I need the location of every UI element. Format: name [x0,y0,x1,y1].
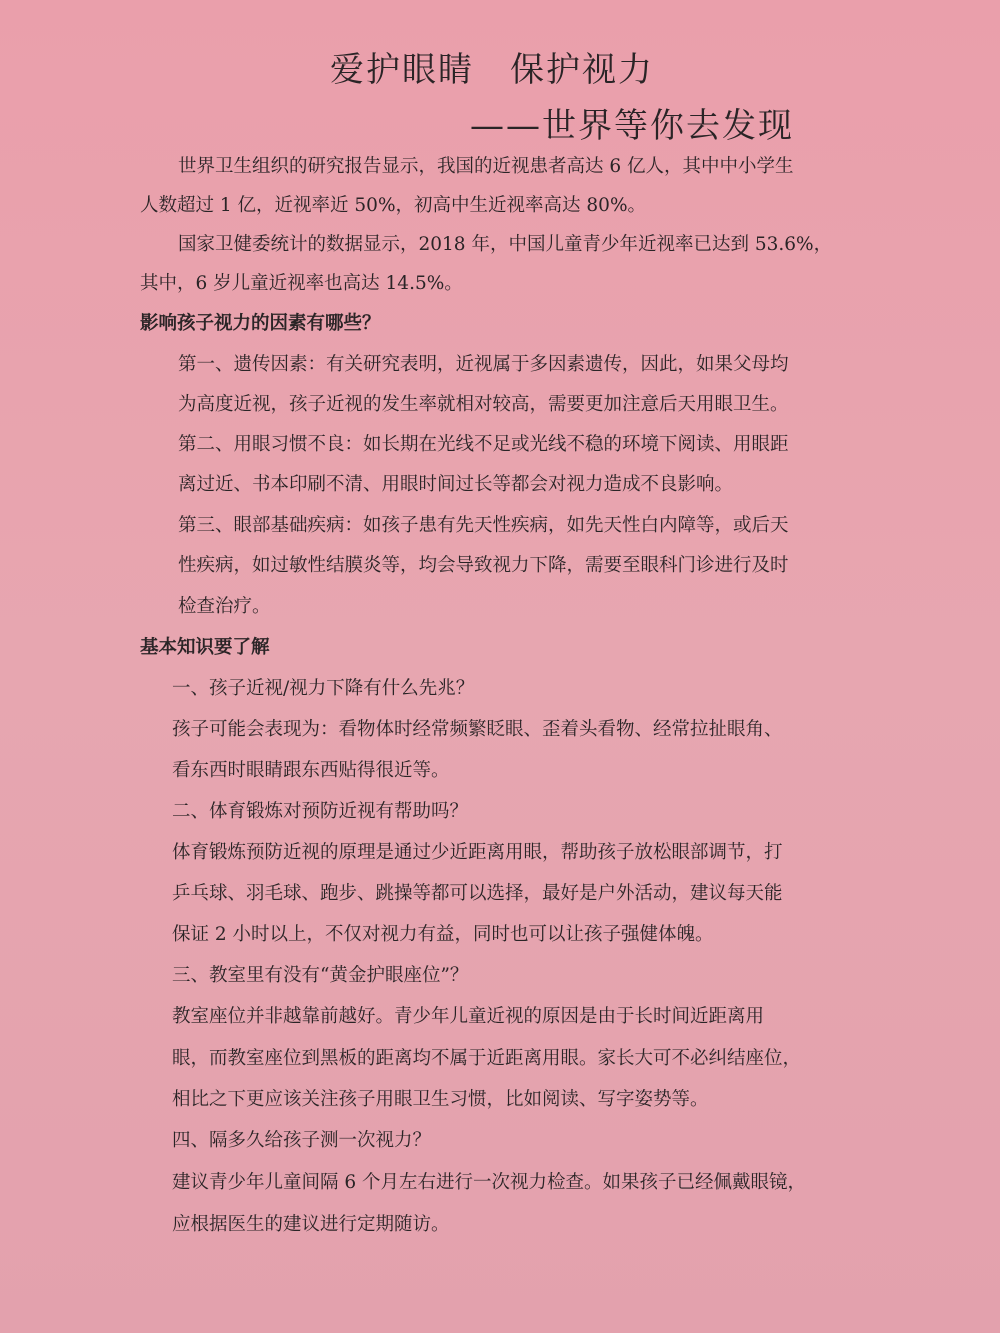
document-title: 爱护眼睛 保护视力 [330,50,654,90]
intro-line: 人数超过 1 亿，近视率近 50%，初高中生近视率高达 80%。 [140,195,647,216]
intro-line: 世界卫生组织的研究报告显示，我国的近视患者高达 6 亿人，其中中小学生 [178,156,794,177]
factor-line: 性疾病，如过敏性结膜炎等，均会导致视力下降，需要至眼科门诊进行及时 [178,555,789,576]
factor-line: 第一、遗传因素：有关研究表明，近视属于多因素遗传，因此，如果父母均 [178,354,789,375]
knowledge-line: 乒乓球、羽毛球、跑步、跳操等都可以选择，最好是户外活动，建议每天能 [172,883,783,904]
intro-line: 国家卫健委统计的数据显示，2018 年，中国儿童青少年近视率已达到 53.6%， [178,234,833,255]
knowledge-question: 二、体育锻炼对预防近视有帮助吗？ [172,801,469,822]
factor-line: 离过近、书本印刷不清、用眼时间过长等都会对视力造成不良影响。 [178,474,734,495]
knowledge-line: 保证 2 小时以上，不仅对视力有益，同时也可以让孩子强健体魄。 [172,924,714,945]
knowledge-line: 应根据医生的建议进行定期随访。 [172,1214,450,1235]
knowledge-line: 眼，而教室座位到黑板的距离均不属于近距离用眼。家长大可不必纠结座位， [172,1048,802,1069]
section-heading-factors: 影响孩子视力的因素有哪些？ [140,313,381,334]
knowledge-question: 四、隔多久给孩子测一次视力？ [172,1130,432,1151]
factor-line: 第二、用眼习惯不良：如长期在光线不足或光线不稳的环境下阅读、用眼距 [178,434,789,455]
knowledge-line: 看东西时眼睛跟东西贴得很近等。 [172,760,450,781]
knowledge-line: 建议青少年儿童间隔 6 个月左右进行一次视力检查。如果孩子已经佩戴眼镜， [172,1172,807,1193]
knowledge-line: 孩子可能会表现为：看物体时经常频繁眨眼、歪着头看物、经常拉扯眼角、 [172,719,783,740]
factor-line: 检查治疗。 [178,596,271,617]
knowledge-line: 相比之下更应该关注孩子用眼卫生习惯，比如阅读、写字姿势等。 [172,1089,709,1110]
knowledge-question: 一、孩子近视/视力下降有什么先兆？ [172,678,475,699]
document-subtitle: ——世界等你去发现 [470,106,794,146]
knowledge-question: 三、教室里有没有“黄金护眼座位”？ [172,965,469,986]
factor-line: 第三、眼部基础疾病：如孩子患有先天性疾病，如先天性白内障等，或后天 [178,515,789,536]
knowledge-line: 教室座位并非越靠前越好。青少年儿童近视的原因是由于长时间近距离用 [172,1006,765,1027]
section-heading-knowledge: 基本知识要了解 [140,637,270,658]
knowledge-line: 体育锻炼预防近视的原理是通过少近距离用眼，帮助孩子放松眼部调节，打 [172,842,783,863]
factor-line: 为高度近视，孩子近视的发生率就相对较高，需要更加注意后天用眼卫生。 [178,394,789,415]
intro-line: 其中，6 岁儿童近视率也高达 14.5%。 [140,273,463,294]
